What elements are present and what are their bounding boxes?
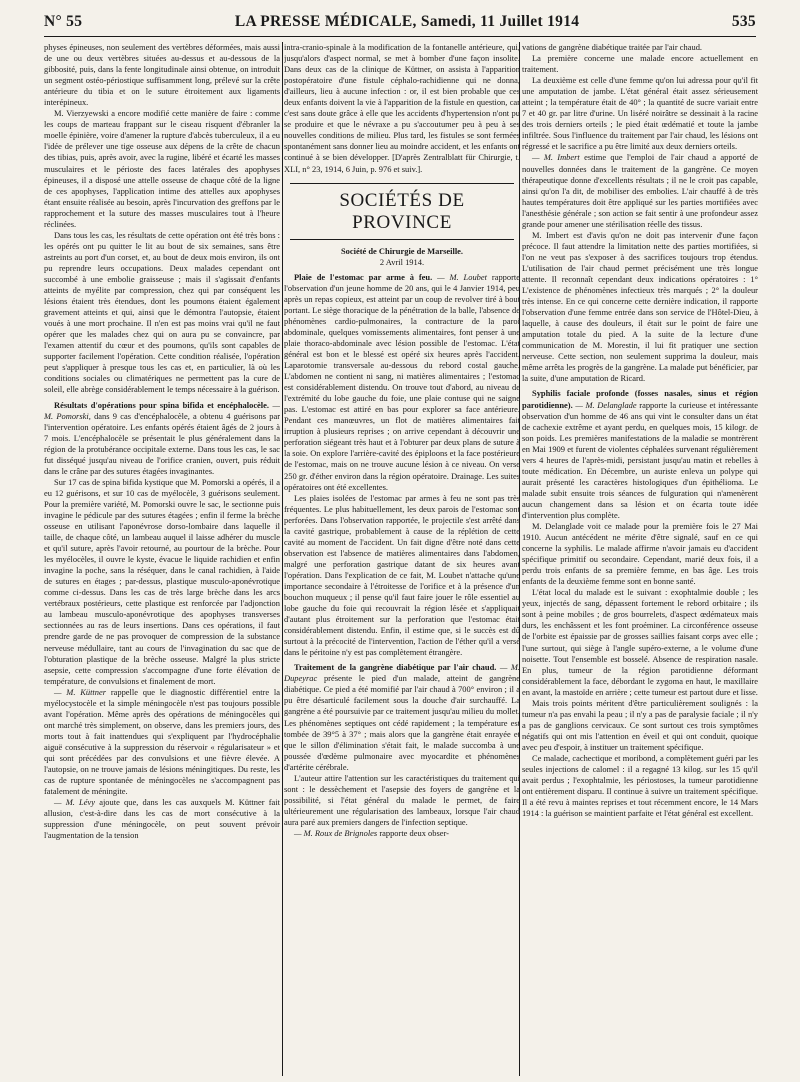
paragraph <box>284 773 520 828</box>
paragraph <box>284 42 520 175</box>
paragraph <box>44 230 280 396</box>
paragraph-text: rapporte deux obser- <box>379 828 449 838</box>
author-name: — M. Delanglade <box>575 399 637 410</box>
paragraph-text: L'auteur attire l'attention sur les caractéristiques du traitement qui sont : le dessèchement et l'asepsie des foyers de gangrène et la possibilité, si l'état général du malade le permet, de faire ultérieurement une régularisation des lambeaux, lorsque l'air chaud aura paré aux premiers dangers de l'infection septique. <box>284 772 520 827</box>
paragraph <box>522 753 758 819</box>
paragraph <box>284 493 520 659</box>
column-2-reports <box>284 272 520 839</box>
page-number: 535 <box>731 13 756 30</box>
paragraph-text: Les plaies isolées de l'estomac par armes à feu ne sont pas très fréquentes. Le plus habituellement, les deux parois de l'estomac sont perforées. Dans l'observation rapportée, le projectile s'est arrêté dans la cavité gastrique, probablement à cause de la réplétion de cette cavité au moment de l'accident. Un fait digne d'être noté dans cette observation est l'absence de matières alimentaires dans l'abdomen, malgré une perforation gastrique datant de six heures avant l'opération. Dans l'explication de ce fait, M. Loubet n'attache qu'une importance secondaire à l'étroitesse de l'orifice et à la présence d'un bouchon muqueux ; il pense qu'il faut faire jouer le rôle essentiel au lobe gauche du foie qui recouvrait la région lésée et s'appliquait d'autant plus étroitement sur la perforation que l'estomac était considérablement distendu. Enfin, il estime que, si le succès est dû surtout à la précocité de l'intervention, l'action de l'éther qu'il a versé dans le péritoine n'y est pas complètement étrangère. <box>284 492 520 658</box>
session-date: 2 Avril 1914. <box>379 256 425 267</box>
paragraph <box>522 698 758 753</box>
paragraph-text: Mais trois points méritent d'être particulièrement soulignés : la tumeur n'a pas envahi la peau ; il n'y a pas de paralysie faciale ; il n'y a pas de ganglions cervicaux. Ce sont surtout ces trois symptômes négatifs qui ont mis l'attention en éveil et qui ont conduit, quoique avec peu d'espoir, à instituer un traitement spécifique. <box>522 697 758 752</box>
paragraph-text: ajoute que, dans les cas auxquels M. Küttner fait allusion, c'est-à-dire dans les cas de mort consécutive à la suppression d'une méningocèle, on peut souvent prévoir l'augmentation de la tension <box>44 797 280 841</box>
paragraph <box>284 272 520 493</box>
author-name: — M. Lévy <box>54 797 95 808</box>
header-rule <box>44 36 756 37</box>
paragraph-text: vations de gangrène diabétique traitée par l'air chaud. <box>522 42 703 52</box>
section-title: SOCIÉTÉS DE PROVINCE <box>290 183 514 240</box>
paragraph-text: estime que l'emploi de l'air chaud a apporté de nouvelles données dans le traitement de la gangrène. Ce moyen thérapeutique donne d'excellents résultats ; il ne le croit pas capable, ainsi qu'on l'a dit, de mobiliser des embolies. L'air chauffé à de très hautes températures doit être appliqué sur les parties mortifiées avec l'anesthésie générale ; son action se fait sentir à une profondeur assez grande pour amener une stérilisation réelle des tissus. <box>522 152 758 229</box>
paragraph-text: La première concerne une malade encore actuellement en traitement. <box>522 53 758 75</box>
paragraph-text: intra-cranio-spinale à la modification de la fontanelle antérieure, qui, jusqu'alors d'aspect normal, se met à bomber d'une façon insolite. Dans deux cas de la clinique de Küttner, on assista à l'apparition postopératoire d'une fistule céphalo-rachidienne qui ne donna, d'ailleurs, lieu à aucune infection : or, il est bien probable que ces deux enfants doivent la vie à l'apparition de la fistule en question, car c'est sans doute grâce à elle que les accidents d'hypertension n'ont pu se produire et que le névraxe a pu s'accoutumer peu à peu à ses nouvelles conditions de milieu. Plus tard, les fistules se sont fermées spontanément sans donner lieu au moindre accident, et les enfants ont continué à se bien développer. [D'après Zentralblatt für Chirurgie, t. XLI, n° 23, 1914, 6 Juin, p. 976 et suiv.]. <box>284 42 520 174</box>
paragraph <box>44 477 280 687</box>
paragraph-text: Sur 17 cas de spina bifida kystique que M. Pomorski a opérés, il a eu 12 guérisons, et sur 10 cas de myélocèle, 3 guérisons seulement. Pour la première variété, M. Pomorski ouvre le sac, le sectionne puis invagine le pédicule par des sutures étagées ; enfin il ferme la brèche osseuse en utilisant l'aponévrose dorso-lombaire dans laquelle il taille, de chaque côté, un lambeau auquel il laisse adhérer du muscle et qu'il suture, après l'avoir retourné, au pourtour de la brèche. Pour les myélocèles, il ouvre le kyste, évacue le liquide rachidien et enfin invagine la poche, sans la réséquer, dans le canal rachidien, à l'aide de sutures en étages ; par-dessus, plastique musculo-aponévrotique comme ci-dessus. Dans les cas de très large brèche dans les arcs vertébraux postérieurs, cette plastique est renforcée par l'adjonction au lambeau musculo-aponévrotique des apophyses transverses sectionnées au ras de leurs insertions. Dans ces opérations, il faut prendre garde de ne pas provoquer de compression de la substance nerveuse médullaire, tant au cours de l'invagination du sac que de l'obturation plastique de la brèche osseuse. Malgré la plus stricte asepsie, cette compression s'accompagne d'une forte élévation de température, de convulsions et finalement de mort. <box>44 476 280 686</box>
paragraph-text: rapporte la curieuse et intéressante observation d'un homme de 46 ans qui vint le consulter dans un état de cachexie extrême et ayant perdu, en quelques mois, 15 kilogr. de son poids. Les premières manifestations de la maladie se montrèrent en Mai 1909 et furent de violentes céphalées survenant régulièrement vers 4 heures de l'après-midi, persistant jusqu'au matin et rebelles à toute médication. En Décembre, un auriste enleva un polype qui aurait présenté les caractères histologiques d'un épithélioma. Le malade subit ensuite trois séances de fulguration qui n'amenèrent aucun changement dans sa lésion et on écarta toute idée d'intervention plus complète. <box>522 399 758 520</box>
paragraph <box>44 400 280 477</box>
paragraph-text: M. Delanglade voit ce malade pour la première fois le 27 Mai 1910. Aucun antécédent ne mérite d'être signalé, sauf en ce qui concerne la syphilis. Le malade affirme n'avoir jamais eu d'accident spécifique primitif ou secondaire. Cependant, marié deux fois, il a perdu trois enfants de sa première femme, en bas âge. Les trois enfants de la deuxième femme sont en bonne santé. <box>522 521 758 587</box>
paragraph <box>522 587 758 697</box>
paragraph-text: Dans tous les cas, les résultats de cette opération ont été très bons : les opérés ont pu quitter le lit au bout de six semaines, sans être astreints au port d'un corset, et, au bout de deux mois environ, ils ont pu reprendre leurs occupations. Deux malades cependant ont succombé à une embolie graisseuse ; mais il s'agissait d'enfants atteints de myélite par compression, chez qui par conséquent les lésions étaient très étendues, dont les poumons étaient également gravement atteints et qui, ainsi que le démontra l'autopsie, étaient voués à une mort prochaine. Il n'en est pas moins vrai qu'il ne faut opérer que les malades chez qui on aura pu se convaincre, par l'examen attentif du cœur et des poumons, qu'ils sont capables de supporter facilement l'opération. Cette condition réalisée, l'opération peut s'appliquer à presque tous les cas et, en particulier, là où les conditions sociales ou climatériques ne permettent pas la cure de soleil, elle abrège considérablement le temps nécessaire à la guérison. <box>44 229 280 395</box>
paragraph-text: rapporte l'observation d'un jeune homme de 20 ans, qui le 4 Janvier 1914, peu après un repas copieux, est atteint par un coup de revolver tiré à bout portant. Le siège thoracique de la pénétration de la balle, l'absence de phénomènes cardio-pulmonaires, la contracture de la paroi abdominale, quelques vomissements alimentaires, font penser à une plaie thoraco-abdominale avec lésion possible de l'estomac. L'état général est bon et le blessé est opéré six heures après l'accident. Laparotomie transversale au-dessous du rebord costal gauche. L'abdomen ne contient ni sang, ni matières alimentaires ; l'estomac est considérablement distendu. On trouve tout d'abord, au niveau de l'extrémité du lobe gauche du foie, une plaie contuse qui ne saigne pas. L'estomac est attiré en bas pour explorer sa face antérieure. Pendant ces manœuvres, un flot de matières alimentaires fait irruption à plusieurs reprises ; on arrive cependant à découvrir une perforation siégeant très haut et à l'obturer par deux plans de suture à la soie. On explore l'arrière-cavité des épiploons et la face postérieure de l'estomac, mais on ne trouve aucune lésion à ce niveau. On verse 250 gr. d'éther environ dans la région opératoire. Drainage. Les suites opératoires ont été excellentes. <box>284 271 520 492</box>
paragraph <box>522 388 758 521</box>
column-2 <box>284 42 520 1076</box>
page-header <box>44 10 756 34</box>
society-name: Société de Chirurgie de Marseille. <box>340 245 464 256</box>
paragraph <box>284 662 520 772</box>
column-3 <box>522 42 758 1076</box>
author-name: — M. Roux de Brignoles <box>294 828 378 838</box>
paragraph-text: présente le pied d'un malade, atteint de gangrène diabétique. Ce pied a été momifié par l'air chaud à 700° environ ; il a pu être désarticulé facilement sous la douche d'air surchauffé. La gangrène a été poursuivie par ce traitement jusqu'au milieu du mollet. Les phénomènes septiques ont cédé rapidement ; la température est tombée de 39°5 à 37° ; mais alors que la gangrène était enrayée et que le sillon d'élimination s'était fait, le malade succomba à une poussée d'œdème pulmonaire avec myocardite et phénomènes d'artérite cérébrale. <box>284 673 520 772</box>
column-divider <box>282 42 283 1076</box>
paragraph <box>44 797 280 841</box>
paragraph <box>44 42 280 108</box>
column-divider <box>519 42 520 1076</box>
paragraph <box>284 828 520 839</box>
paragraph-text: rappelle que le diagnostic différentiel entre la myélocystocèle et la simple méningocèle n'est pas toujours possible avant l'opération. Même après des opérations de méningocèles qui ont marché très simplement, on observe, dans les premiers jours, des morts tout à fait inattendues qui s'expliquent par l'hydrocéphalie aiguë consécutive à la suppression du réservoir « régularisateur » et qui sont précédées par des convulsions et une fièvre élevée. A l'autopsie, on ne trouve jamais de lésions méningitiques. Du reste, les cas de rupture spontanée de méningocèles ne s'accompagnent pas fatalement de méningite. <box>44 686 280 797</box>
article-heading: Traitement de la gangrène diabétique par l'air chaud. <box>294 662 497 673</box>
paragraph <box>522 75 758 152</box>
paragraph <box>522 53 758 75</box>
author-name: — M. Küttner <box>54 686 107 697</box>
issue-number: N° 55 <box>44 13 83 30</box>
paragraph <box>44 108 280 230</box>
article-heading: Syphilis faciale profonde (fosses nasales, sinus et région parotidienne). <box>522 388 758 410</box>
paragraph-text: L'état local du malade est le suivant : exophtalmie double ; les yeux, injectés de sang, dépassent fortement le rebord orbitaire ; ils sont à peine mobiles ; de gros bourrelets, d'aspect œdémateux mais durs, les enchâssent et les font proéminer. La circonférence osseuse de l'orbite est épaissie par de grosses saillies faisant corps avec elle ; l'une surtout, qui siège à l'angle supéro-externe, a le volume d'une noisette. Tout l'ensemble est bosselé. Absence de respiration nasale. En plus, tumeur de la région parotidienne déformant considérablement la face, débordant le zygoma en haut, le maxillaire en avant, la mastoïde en arrière ; cette tumeur est partout dure et lisse. <box>522 587 758 697</box>
paragraph-text: Ce malade, cachectique et moribond, a complètement guéri par les seules injections de calomel : il a regagné 13 kilog. sur les 15 qu'il avait perdus ; l'exophtalmie, les périostoses, la tumeur parotidienne ont entièrement disparu. Il continue à suivre un traitement spécifique. Il a été revu à maintes reprises et tout récemment encore, le 14 Mars 1914 : la guérison se maintient parfaite et l'état général est excellent. <box>522 753 758 819</box>
paragraph-text: physes épineuses, non seulement des vertèbres déformées, mais aussi de une ou deux vertèbres situées au-dessus et au-dessous de la gibbosité, puis, dans la fente longitudinale ainsi obtenue, on introduit un segment ostéo-périostique suffisamment long, prélevé sur la crête antérieure du tibia et on le suture étroitement aux ligaments interépineux. <box>44 42 280 108</box>
author-name: — M. Dupeyrac <box>284 662 520 684</box>
paragraph <box>522 42 758 53</box>
paragraph <box>44 687 280 797</box>
paragraph-text: La deuxième est celle d'une femme qu'on lui adressa pour qu'il fit une amputation de jambe. L'état général était assez sérieusement atteint ; la température était de 40° ; la quantité de sucre variait entre 7 et 40 gr. par litre d'urine. Un liséré noirâtre se dessinait à la racine des trois derniers orteils ; le pied était œdématié et toute la jambe infiltrée. Sous l'influence du traitement par l'air chaud, les lésions ont régressé et le sacrifice a pu être limité aux deux derniers orteils. <box>522 75 758 152</box>
author-name: — M. Imbert <box>532 152 580 163</box>
paragraph <box>522 521 758 587</box>
article-heading: Résultats d'opérations pour spina bifida et encéphalocèle. <box>54 399 270 410</box>
paragraph-text: M. Vierzyewski a encore modifié cette manière de faire : comme les coups de marteau frappant sur le ciseau risquent d'ébranler la moelle épinière, voire d'amener la rupture d'abcès tuberculeux, il a eu l'idée de prélever une tige osseuse aux dépens de la crête de chacun des tibias, puis, après avoir, avec la rugine, libéré et écarté les masses musculaires et le périoste des faces latérales des apophyses épineuses, il a disposé une attelle osseuse de chaque côté de la ligne de ces apophyses, l'application intime des attelles aux apophyses étant ensuite réalisée au besoin, après l'incurvation des greffons par le rapprochement et la suture des masses musculaires tout à l'heure réclinées. <box>44 108 280 229</box>
paragraph <box>522 152 758 229</box>
author-name: — M. Loubet <box>437 271 487 282</box>
journal-title: LA PRESSE MÉDICALE, Samedi, 11 Juillet 1914 <box>234 13 580 30</box>
column-2-continuation <box>284 42 520 175</box>
column-1 <box>44 42 280 1076</box>
paragraph-text: M. Imbert est d'avis qu'on ne doit pas intervenir d'une façon précoce. Il faut attendre la limitation nette des parties mortifiées, si l'on ne veut pas s'exposer à des sacrifices toujours trop étendus. L'utilisation de l'air chaud permet précisément une très longue attente. Il reconnaît cependant deux indications opératoires : 1° L'existence de phénomènes infectieux très marqués ; 2° la douleur très intense. En ce qui concerne cette dernière indication, il rapporte l'observation d'une femme entrée dans son service de l'Hôtel-Dieu, à laquelle, à cause des douleurs, il était sur le point de faire une amputation totale du pied. A la suite de la lecture d'une communication de M. Morestin, il lui fit pratiquer une section nerveuse. Cette section, non seulement supprima la douleur, mais même arrêta les progrès de la gangrène. La malade put bénéficier, par la suite, d'une amputation de Ricard. <box>522 229 758 384</box>
paragraph-text: dans 9 cas d'encéphalocèle, a obtenu 4 guérisons par l'intervention opératoire. Les enfants opérés étaient âgés de 2 jours à 7 mois. L'encéphalocèle se présentait le plus généralement dans la région de la protubérance occipitale externe. Dans tous les cas, le sac fut disséqué jusqu'au niveau de l'orifice cranien, ouvert, puis réduit dans le crâne par des sutures étagées invaginantes. <box>44 410 280 476</box>
author-name: — M. Pomorski, <box>44 399 280 421</box>
article-heading: Plaie de l'estomac par arme à feu. <box>294 271 433 282</box>
paragraph <box>522 230 758 385</box>
